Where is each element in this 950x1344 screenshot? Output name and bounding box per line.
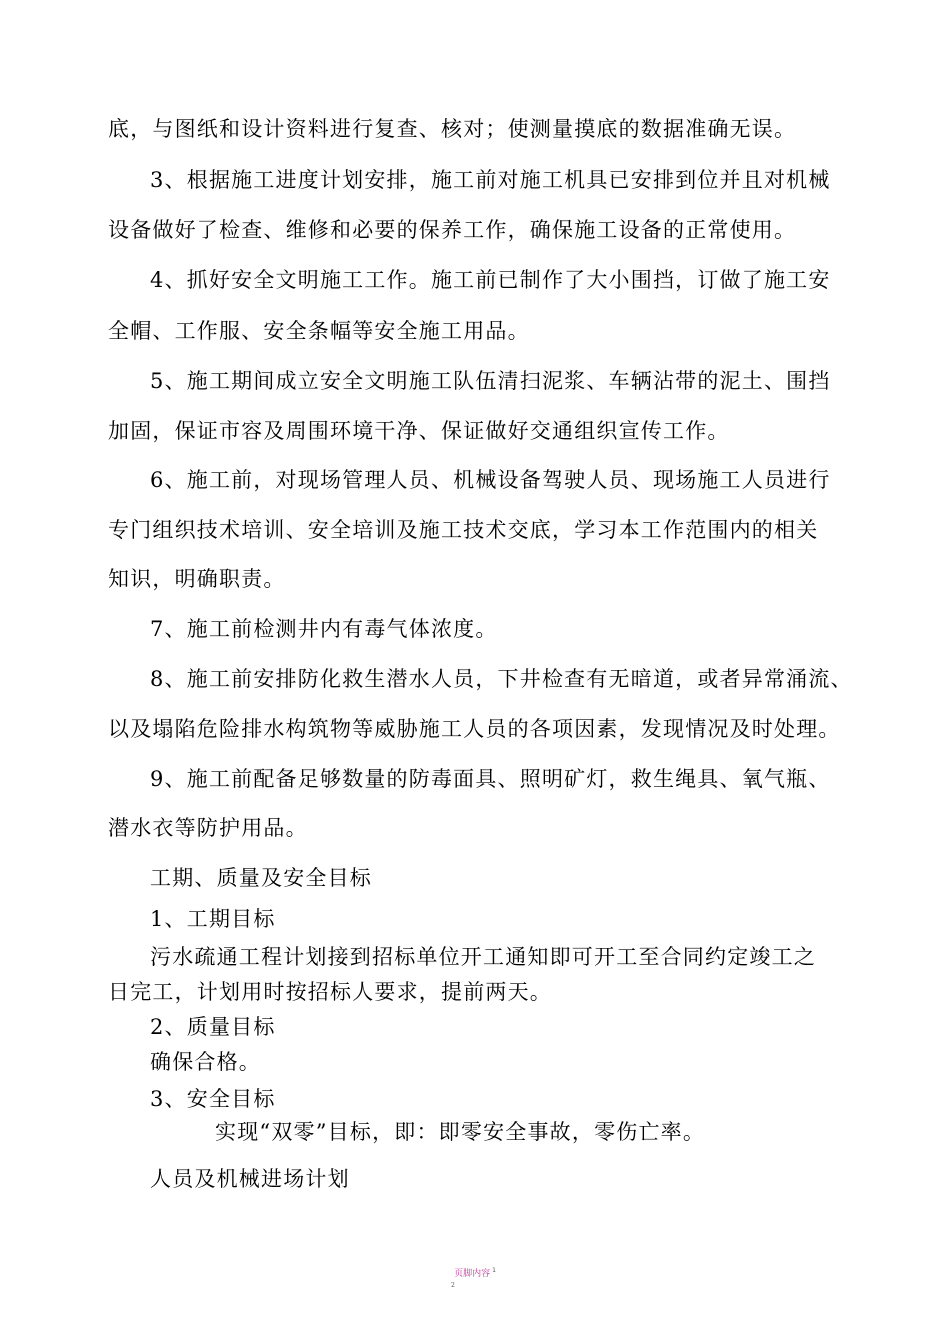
footer-label: 页脚内容	[454, 1269, 491, 1279]
text-line: 底，与图纸和设计资料进行复查、核对；使测量摸底的数据准确无误。	[108, 117, 797, 141]
text-line: 设备做好了检查、维修和必要的保养工作，确保施工设备的正常使用。	[108, 218, 797, 242]
text-line: 确保合格。	[150, 1050, 261, 1074]
footer-superscript: 1	[492, 1267, 496, 1274]
text-line: 5、施工期间成立安全文明施工队伍清扫泥浆、车辆沾带的泥土、围挡	[150, 369, 831, 393]
text-line: 7、施工前检测井内有毒气体浓度。	[150, 617, 498, 641]
section-heading: 人员及机械进场计划	[150, 1167, 350, 1191]
subsection-heading: 2、质量目标	[150, 1015, 276, 1039]
text-line: 8、施工前安排防化救生潜水人员，下井检查有无暗道，或者异常涌流、	[150, 667, 853, 691]
text-line: 专门组织技术培训、安全培训及施工技术交底，学习本工作范围内的相关	[108, 518, 819, 542]
page-footer	[0, 1266, 950, 1279]
page-number: 2	[451, 1282, 455, 1289]
section-heading: 工期、质量及安全目标	[150, 866, 372, 890]
text-line: 以及塌陷危险排水构筑物等威胁施工人员的各项因素，发现情况及时处理。	[108, 717, 841, 741]
text-line: 3、根据施工进度计划安排，施工前对施工机具已安排到位并且对机械	[150, 168, 831, 192]
text-line: 6、施工前，对现场管理人员、机械设备驾驶人员、现场施工人员进行	[150, 468, 831, 492]
text-line: 污水疏通工程计划接到招标单位开工通知即可开工至合同约定竣工之	[150, 945, 816, 969]
text-line: 潜水衣等防护用品。	[108, 816, 308, 840]
text-line: 知识，明确职责。	[108, 567, 286, 591]
text-line: 4、抓好安全文明施工工作。施工前已制作了大小围挡，订做了施工安	[150, 268, 831, 292]
subsection-heading: 1、工期目标	[150, 907, 276, 931]
text-line: 实现“双零”目标，即：即零安全事故，零伤亡率。	[215, 1120, 706, 1144]
text-line: 加固，保证市容及周围环境干净、保证做好交通组织宣传工作。	[108, 419, 730, 443]
text-line: 9、施工前配备足够数量的防毒面具、照明矿灯，救生绳具、氧气瓶、	[150, 767, 831, 791]
text-line: 日完工，计划用时按招标人要求，提前两天。	[108, 980, 552, 1004]
text-line: 全帽、工作服、安全条幅等安全施工用品。	[108, 319, 530, 343]
subsection-heading: 3、安全目标	[150, 1087, 276, 1111]
